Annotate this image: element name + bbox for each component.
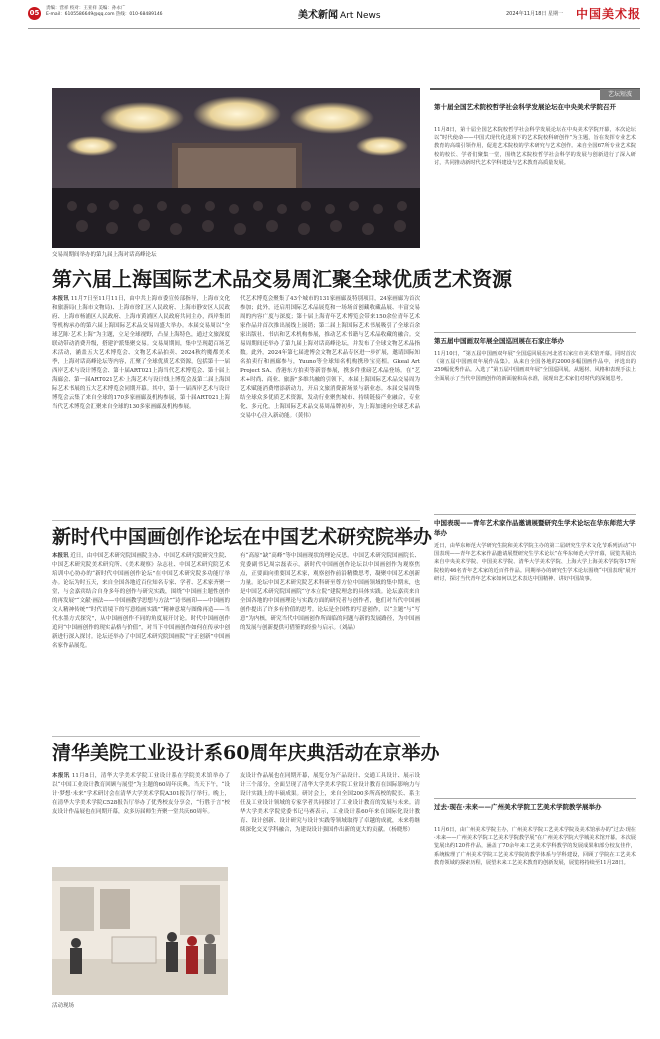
section-title [298,6,381,21]
divider-2 [52,736,420,737]
article-3-col-2: 友设计作品展也在同期开幕，展览分为产品设计、交通工具设计、展示设计三个部分，全面呈现了清华大学美术学院工业设计教育在国际影响力与设计实践上的丰硕成果。研讨会上，来自全国200多所高校的院长、系主任及工业设计领域的专家学者共同探讨了工业设计教育的发展与未来。清华大学美术学院党委书记马赛表示，工业设计系60年来在国际化设计教育、设计创新、设计研究与设计实践等领域取得了卓越的成就，未来将继续深化交叉学科融合，为建设设计强国作出新的更大的贡献。（杨晓彤） [240,773,420,833]
event-scene-photo-art [52,867,228,995]
sidebar-tag: 艺坛短波 [600,89,640,100]
editors-line: 责编：营祥 校对：王亚祥 美编：孙永广 [46,6,126,11]
event-photo-caption: 活动现场 [52,1003,75,1009]
article-2-col-1-text: 近日，由中国艺术研究院国画院主办、中国艺术研究院研究生院、中国艺术研究院美术研究所、《美术观察》杂志社、中国艺术研究院艺术培训中心协办的“新时代中国画创作论坛”在中国艺术研究院多功能厅举办。论坛为时五天，来自全国各地近百位知名专家、学者、艺术家齐聚一堂，与会嘉宾结合自身多年的创作与研究实践，围绕“中国画主题性创作的再发展”“文献·画法——中国画教学思想与方法”“诗书画印——中国画的文人精神传统”“时代语境下的写意绘画实践”“精神意境与图像再造——当代水墨方式探究”，从中国画创作不同的角度展开讨论。时代中国画创作追问“中国画创作的现实品格与价值”，对当下中国画创作如何在传承中创新进行深入探讨。论坛还举办了中国艺术研究院国画院“守正创新”中国画名家作品展览。 [52,553,230,649]
event-scene-photo [52,867,228,995]
article-1-col-1-text: 11月7日至11月11日，由中共上海市委宣传部指导，上海市文化和旅游局(上海市文物局)、上海市徐汇区人民政府、上海市静安区人民政府、上海市杨浦区人民政府、上海市黄浦区人民政府共同主办，西岸集团等机构承办的第六届上海国际艺术品交易周盛大举办。本届交易周以“全球艺陈·艺术上海”为主题，立足全球视野，凸显上海特色，通过文旅深度联动带动消费升级，搭建沪派集聚交易。交易周期间，集中呈现超百场艺术活动，涵盖五大艺术博览会、文物艺术品拍卖、2024秋约魔都美术季，上海对话高峰论坛等内容，汇聚了全球优质艺术资源，包括第十一届西岸艺术与设计博览会、第十届ART021上海当代艺术博览会、第十届上海廊会、第一届ART021艺术·上海艺术与设计线上博览会及第二届上海国际艺术书展的五大艺术博览会同期开幕。其中，第十一届西岸艺术与设计博览会云集了来自全球的170多家画廊及机构参展，第十届ART021上海当代艺术博览会汇聚来自全球的130多家画廊及机构参展。 [52,296,230,410]
article-2-col-1 [52,552,230,727]
sidebar-header [430,88,640,100]
brief-1-body: 11月8日，第十届全国艺术院校哲学社会科学发展论坛在中央美术学院开幕，本次论坛以“时代使命——中国式现代化进项下的艺术院校科研创作”为主题，旨在发挥专业艺术教育的高端引领作用，促进艺术院校的学术研究与艺术创作。来自全国67所专业艺术院校的校长、学者们聚集一堂，围绕艺术院校哲学社会科学的发展与创新进行了深入研讨，共同推动新时代艺术学科建设与艺术教育高质量发展。 [434,127,636,166]
brief-4-body: 11月6日，由广州美术学院主办，广州美术学院工艺美术学院及美术馆承办的“过去·现在·未来——广州美术学院工艺美术学院教学展”在广州美术学院大学城美术馆开幕。本次展览展出约120件作品，涵盖了70余年来工艺美术学科教学的发展成果和部分校友佳作，系统梳理了广州美术学院工艺美术学院的教学体系与学科建设，回顾了学院在工艺美术教育领域的探索历程，展望未来工艺美术教育的创新发展，展览将持续至11月28日。 [434,827,636,866]
contacts-line: E-mail：6105586649@qq.com 热线：010-68489146 [46,12,163,17]
article-2-col-2: 有“高原”缺“高峰”等中国画现状的理论反思。中国艺术研究院国画院长、党委副书记周宗磊表示，新时代中国画创作论坛以中国画创作为观察焦点，正要面向重要国艺术家，观察创作前沿精微思考，凝聚中国艺术创新力量。论坛中国艺术研究院艺术科研至尊方位中国画领域的集中期末，也是中国艺术研究院国画院“守本立院”建院理念的具体实践。论坛嘉宾来自全国各地的中国画理论与实践方面的研究者与创作者，他们对当代中国画创作提出了许多有价值的思考。论坛是全国性的写意创作，以“主题”与“写意”为内核，研究当代中国画创作所面临的问题与新的发展路径，为中国画的发展与创新提供可借鉴的经验与启示。（刘晶） [240,553,420,631]
brief-4-title: 过去·现在·未来——广州美术学院工艺美术学院教学展举办 [434,803,602,811]
article-3-col-1 [52,772,230,862]
brief-1-title: 第十届全国艺术院校哲学社会科学发展论坛在中央美术学院召开 [434,103,616,111]
sidebar-divider-2 [434,514,636,515]
brief-3-title: 中国表现——青年艺术家作品邀请展暨研究生学术论坛在华东师范大学举办 [434,519,636,537]
section-title-cn: 美术新闻 [298,10,338,21]
article-1-title: 第六届上海国际艺术品交易周汇聚全球优质艺术资源 [52,267,512,291]
header-meta [46,6,163,18]
article-1-col-2: 代艺术博览会聚集了43个城市的131家画廊及特别项目，24家画廊为首次参加；此外，还启用国际艺术品展览和一场场首创藏收藏品展、丰富交易周的内容广度与深度；第十届上海青年艺术博览会带来150余位青年艺术家作品并首次推出展线上展销；第二届上海国际艺术书展吸引了全球百余家出版社、书店和艺术机构参展，推动艺术书籍与艺术品收藏的融合。交易周期间还举办了第九届上海对话高峰论坛，并发布了全球文物艺术品指数。此外，2024年第七届进博会文物艺术品专区进一步扩展，邀请国际知名拍卖行和画廊参与，Yuuno等全球知名机构携珍宝亮相。Gkeal Art Project SA、香港东方拍卖等新晋参展，携多件重磅艺术品登场。在“艺术+时尚、商业、旅游”多维共融的引领下，本届上海国际艺术品交易周为艺术赋能消费增添新动力，开启文旅消费新场景与新业态。本届交易周集结全球众多优质艺术资源，发动行业聚焦城市、持续链接产业融合，专业化、多元化，上海国际艺术品交易周品牌初步，为上海加速向全球艺术品交易中心注入新动能。（黄伟） [240,296,420,419]
brief-2-body: 11月10日，“第五届中国画双年展”全国巡回展在河北省石家庄市美术馆开幕。同时首次《第五届中国画双年展作品集》。从来自全国各地的2000多幅国画作品中，评选出的259幅优秀作品。入选了“第五届中国画双年展”全国巡回展。从题材、风格和表现手法上全面展示了当代中国画创作的新面貌和高水准，展现出艺术家们对时代的深刻思考。 [434,351,636,382]
article-3-col-1-text: 11月8日，清华大学美术学院工业设计系在学院美术馆举办了以“中国工业设计教育回顾与展望”为主题的60周年庆典。当天下午，“设计·梦想·未来”学术研讨会在清华大学美术学院A301报告厅举行。晚上，在清华大学美术学院C528报告厅举办了优秀校友分享会，“行胜于言”校友设计作品展也在同期开幕，众多历届师生齐聚一堂共庆60周年。 [52,773,230,815]
article-2-lead: 本报讯 [52,553,69,559]
article-2-title: 新时代中国画创作论坛在中国艺术研究院举办 [52,526,433,548]
brief-3-body: 近日，由华东师范大学研究生院和美术学院主办的第二届研究生学术文化节系列活动“中国表现——青年艺术家作品邀请展暨研究生学术论坛”在华东师范大学开幕，展览共展出来自中央美术学院、中国美术学院、清华大学美术学院、上海大学上海美术学院等17所院校的46名青年艺术家的近百件作品。同期举办的研究生学术论坛围绕“中国表现”展开研讨，探讨当代青年艺术家如何以艺术表达中国精神、讲好中国故事。 [434,543,636,582]
forum-photo-caption: 交易周期间举办的第九届上海对话高峰论坛 [52,252,157,258]
article-3-lead: 本报讯 [52,773,70,779]
sidebar-divider-3 [434,798,636,799]
sidebar-divider-1 [434,332,636,333]
forum-stage-photo-art [52,88,420,248]
article-3-title: 清华美院工业设计系60周年庆典活动在京举办 [52,742,440,764]
page-header [28,4,640,29]
issue-date: 2024年11月18日 星期一 [506,11,564,17]
brief-2-title: 第五届中国画双年展全国巡回展在石家庄举办 [434,337,564,345]
divider-1 [52,520,420,521]
newspaper-logo: 中国美术报 [576,7,642,21]
news-briefs-sidebar [430,88,640,1033]
article-1-lead: 本报讯 [52,296,69,302]
forum-stage-photo [52,88,420,248]
article-1-col-1 [52,295,230,515]
section-title-en: Art News [340,11,381,21]
page-number-badge: 05 [28,7,41,20]
